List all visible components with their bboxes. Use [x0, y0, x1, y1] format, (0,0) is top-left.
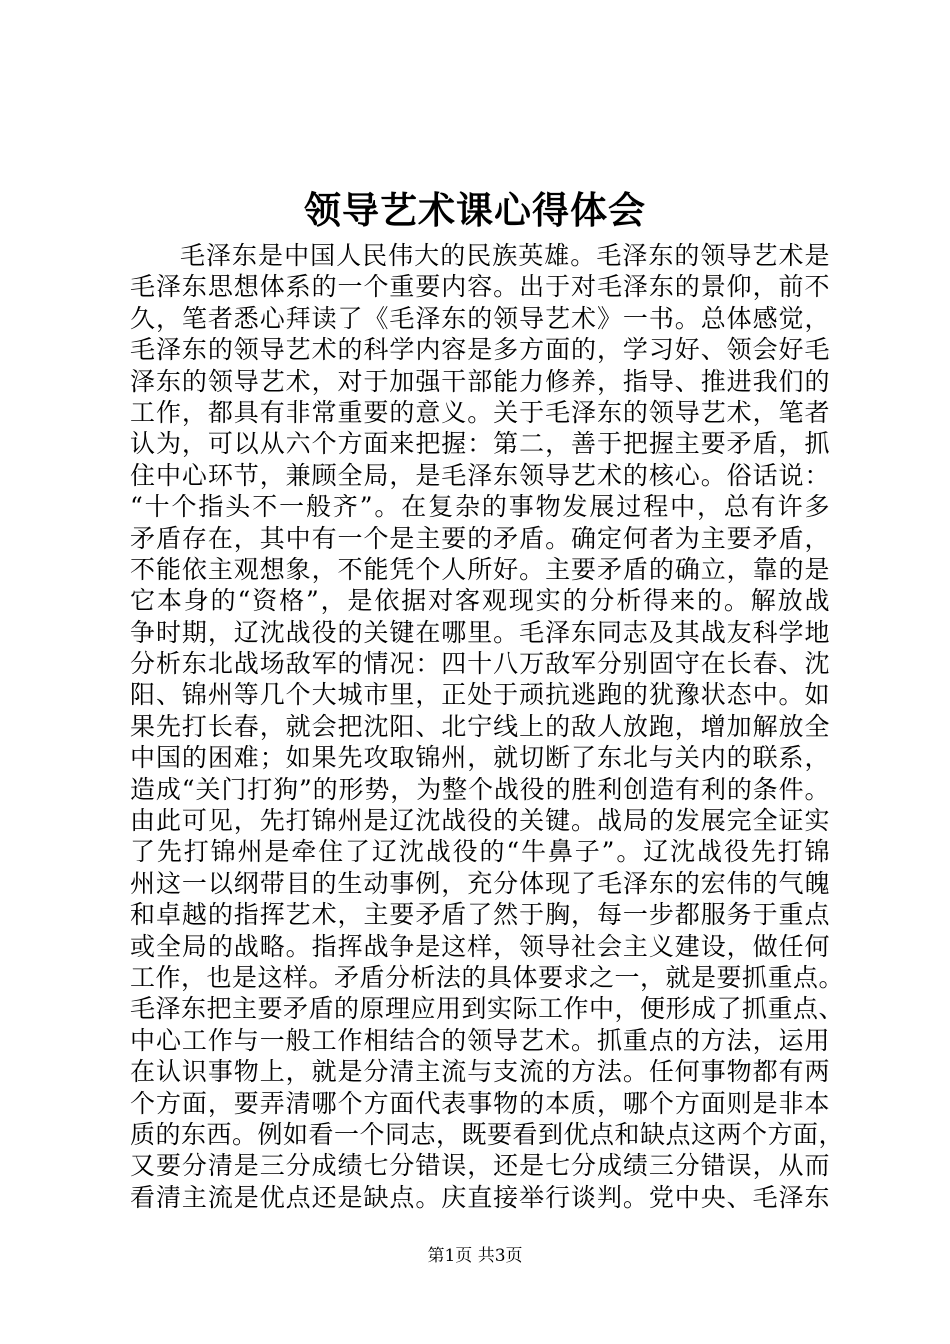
text-line: 和卓越的指挥艺术，主要矛盾了然于胸，每一步都服务于重点: [130, 900, 830, 930]
text-line: 中心工作与一般工作相结合的领导艺术。抓重点的方法，运用: [130, 1025, 830, 1055]
text-line: 质的东西。例如看一个同志，既要看到优点和缺点这两个方面，: [130, 1119, 845, 1149]
text-line: 争时期，辽沈战役的关键在哪里。毛泽东同志及其战友科学地: [130, 617, 830, 647]
text-line: 看清主流是优点还是缺点。庆直接举行谈判。党中央、毛泽东: [130, 1182, 830, 1212]
text-line: 它本身的“资格”，是依据对客观现实的分析得来的。解放战: [130, 586, 830, 616]
text-line: 不能依主观想象，不能凭个人所好。主要矛盾的确立，靠的是: [130, 554, 830, 584]
text-line: 阳、锦州等几个大城市里，正处于顽抗逃跑的犹豫状态中。如: [130, 680, 830, 710]
text-line: 了先打锦州是牵住了辽沈战役的“牛鼻子”。辽沈战役先打锦: [130, 837, 830, 867]
page-number-footer: 第1页 共3页: [427, 1246, 523, 1266]
text-line: 造成“关门打狗”的形势，为整个战役的胜利创造有利的条件。: [130, 774, 830, 804]
body-paragraph: [130, 240, 845, 1213]
text-line: 矛盾存在，其中有一个是主要的矛盾。确定何者为主要矛盾，: [130, 523, 830, 553]
text-line: 在认识事物上，就是分清主流与支流的方法。任何事物都有两: [130, 1057, 830, 1087]
text-line: 毛泽东的领导艺术的科学内容是多方面的，学习好、领会好毛: [130, 335, 830, 365]
text-line: 分析东北战场敌军的情况：四十八万敌军分别固守在长春、沈: [130, 649, 830, 679]
text-line: 工作，都具有非常重要的意义。关于毛泽东的领导艺术，笔者: [130, 397, 830, 427]
text-line: 住中心环节，兼顾全局，是毛泽东领导艺术的核心。俗话说：: [130, 460, 830, 490]
text-line: 果先打长春，就会把沈阳、北宁线上的敌人放跑，增加解放全: [130, 711, 830, 741]
text-line: 或全局的战略。指挥战争是这样，领导社会主义建设，做任何: [130, 931, 830, 961]
document-title: 领导艺术课心得体会: [304, 188, 646, 232]
text-line: 毛泽东思想体系的一个重要内容。出于对毛泽东的景仰，前不: [130, 272, 830, 302]
text-line: 毛泽东把主要矛盾的原理应用到实际工作中，便形成了抓重点、: [130, 994, 845, 1024]
text-line: 州这一以纲带目的生动事例，充分体现了毛泽东的宏伟的气魄: [130, 868, 830, 898]
text-line: 泽东的领导艺术，对于加强干部能力修养，指导、推进我们的: [130, 366, 830, 396]
text-line: 久，笔者悉心拜读了《毛泽东的领导艺术》一书。总体感觉，: [130, 303, 830, 333]
text-line: 中国的困难；如果先攻取锦州，就切断了东北与关内的联系，: [130, 743, 830, 773]
text-line: “十个指头不一般齐”。在复杂的事物发展过程中，总有许多: [130, 492, 830, 522]
text-line: 又要分清是三分成绩七分错误，还是七分成绩三分错误，从而: [130, 1151, 830, 1181]
text-line: 工作，也是这样。矛盾分析法的具体要求之一，就是要抓重点。: [130, 962, 845, 992]
text-line: 由此可见，先打锦州是辽沈战役的关键。战局的发展完全证实: [130, 806, 830, 836]
text-line: 毛泽东是中国人民伟大的民族英雄。毛泽东的领导艺术是: [180, 241, 830, 270]
text-line: 个方面，要弄清哪个方面代表事物的本质，哪个方面则是非本: [130, 1088, 830, 1118]
text-line: 认为，可以从六个方面来把握：第二，善于把握主要矛盾，抓: [130, 429, 830, 459]
